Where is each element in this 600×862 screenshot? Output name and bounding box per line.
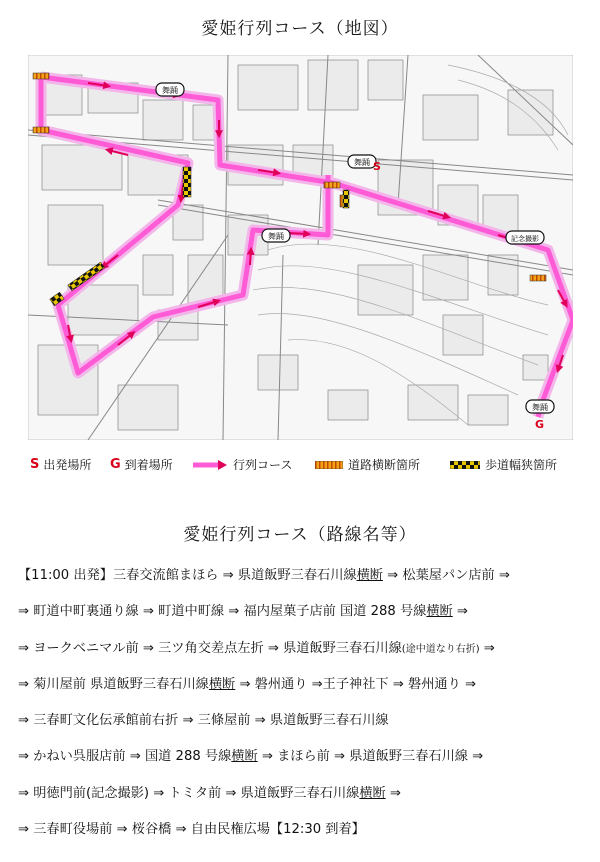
route-segment: ⇒ かねい呉服店前 ⇒ 国道 288 号線 [18, 749, 232, 765]
route-line [18, 675, 588, 711]
route-segment: ⇒ [452, 604, 468, 620]
route-segment: 横断 [426, 604, 453, 620]
route-segment: 横断 [208, 676, 236, 692]
crossing-bar-icon [315, 461, 343, 469]
start-marker: S [373, 160, 381, 173]
dance-label-1 [156, 83, 184, 96]
legend-route [192, 456, 292, 473]
photo-label [506, 231, 544, 244]
route-segment: 横断 [359, 785, 386, 801]
legend-narrow-label: 歩道幅狭箇所 [485, 458, 558, 472]
svg-text:舞踊: 舞踊 [354, 158, 370, 167]
map-title: 愛姫行列コース（地図） [201, 19, 399, 39]
route-segment: ⇒ [385, 785, 401, 801]
route-segment: ⇒ ヨークベニマル前 ⇒ 三ツ角交差点左折 ⇒ 県道飯野三春石川線 [18, 640, 402, 656]
route-line [18, 639, 588, 675]
course-map [28, 55, 573, 440]
route-segment: 【11:00 出発】三春交流館まほら ⇒ 県道飯野三春石川線 [18, 568, 357, 583]
route-segment: ⇒ 町道中町裏通り線 ⇒ 町道中町線 ⇒ 福内屋菓子店前 国道 288 号線 [18, 604, 427, 620]
route-segment: ⇒ 磐州通り ⇒王子神社下 ⇒ 磐州通り ⇒ [235, 676, 477, 692]
route-segment: 横断 [231, 749, 258, 765]
svg-text:舞踊: 舞踊 [532, 403, 548, 412]
dance-label-2 [348, 155, 376, 168]
map-legend [30, 456, 575, 476]
legend-start-label: 出発場所 [43, 458, 92, 472]
legend-crossing-label: 道路横断箇所 [348, 458, 421, 472]
route-segment: ⇒ 松葉屋パン店前 ⇒ [382, 568, 510, 583]
route-segment: ⇒ 明徳門前(記念撮影) ⇒ トミタ前 ⇒ 県道飯野三春石川線 [18, 785, 360, 801]
route-line [18, 566, 588, 602]
route-line [18, 602, 588, 638]
svg-text:舞踊: 舞踊 [268, 232, 284, 241]
svg-text:舞踊: 舞踊 [162, 86, 178, 95]
route-segment: (途中道なり右折) [401, 643, 480, 655]
legend-crossing [315, 456, 420, 473]
legend-start [30, 456, 91, 473]
route-line [18, 711, 588, 747]
route-arrow-icon [192, 460, 228, 470]
route-line [18, 820, 588, 856]
svg-text:記念撮影: 記念撮影 [511, 235, 539, 243]
route-segment: 横断 [356, 568, 383, 583]
goal-marker: G [535, 418, 545, 431]
legend-goal [110, 456, 173, 473]
start-letter-icon: S [30, 457, 40, 472]
route-description [18, 566, 588, 856]
legend-narrow [450, 456, 557, 473]
dance-label-3 [262, 229, 290, 242]
route-segment: ⇒ 菊川屋前 県道飯野三春石川線 [18, 676, 209, 692]
route-segment: ⇒ 三春町役場前 ⇒ 桜谷橋 ⇒ 自由民権広場【12:30 到着】 [18, 822, 365, 838]
legend-route-label: 行列コース [233, 458, 293, 472]
dance-label-4 [526, 400, 554, 413]
route-line [18, 784, 588, 820]
narrow-bar-icon [450, 461, 480, 469]
route-segment: ⇒ 三春町文化伝承館前右折 ⇒ 三條屋前 ⇒ 県道飯野三春石川線 [18, 713, 389, 729]
legend-goal-label: 到着場所 [124, 458, 173, 472]
goal-letter-icon: G [110, 457, 121, 472]
route-title: 愛姫行列コース（路線名等） [183, 525, 417, 545]
route-line [18, 747, 588, 783]
route-segment: ⇒ [479, 640, 495, 656]
route-segment: ⇒ まほら前 ⇒ 県道飯野三春石川線 ⇒ [257, 749, 484, 765]
